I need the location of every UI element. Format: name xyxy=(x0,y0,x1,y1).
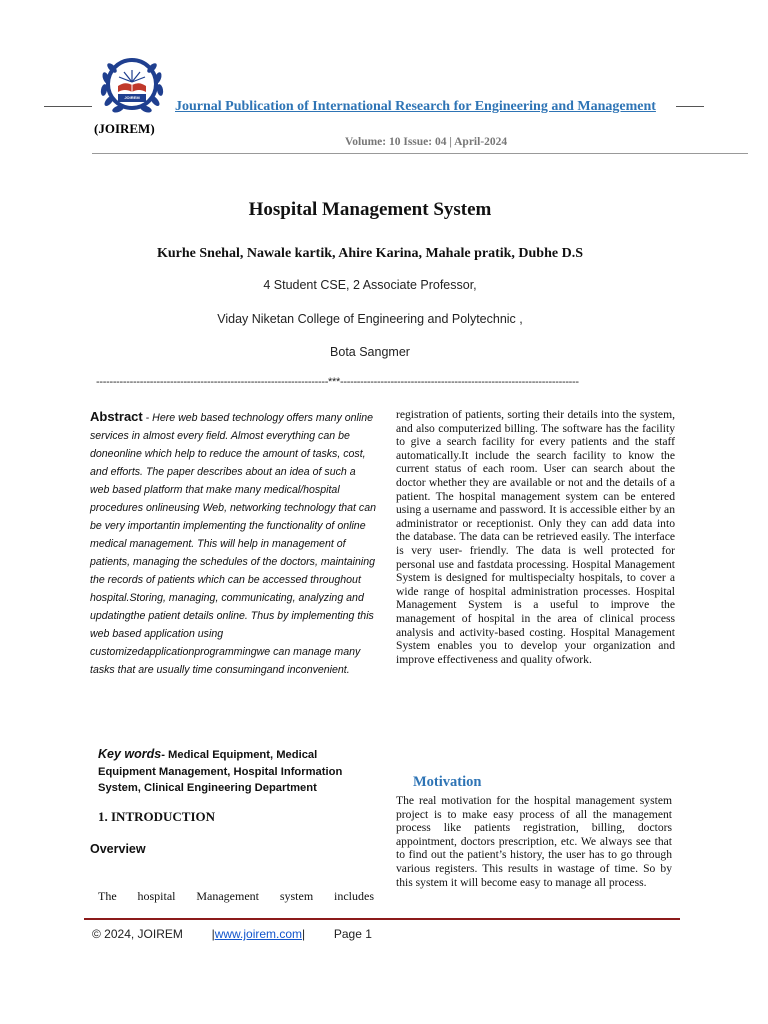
abstract-text: Here web based technology offers many online services in almost every field. Almost everything can be doneonline which help to reduce the amount of tasks, cost, and efforts. The paper describes about an idea of such a web based platform that make many medical/hospital procedures onlineusing Web, networking technology that can be very importantin implementing the functionality of online medical management. This will help in management of patients, managing the schedules of the doctors, maintaining the records of patients which can be accessed throughout hospital.Storing, managing, communicating, analyzing and updatingthe patient details online. Thus by implementing this web based application using customizedapplicationprogrammingwe can manage many tasks that are usually time consumingand inconvenient. xyxy=(90,412,377,676)
journal-abbreviation: (JOIREM) xyxy=(94,121,155,136)
logo-emblem-icon xyxy=(96,48,168,120)
footer-copyright: © 2024, JOIREM xyxy=(92,927,183,941)
journal-logo xyxy=(96,48,168,120)
authors: Kurhe Snehal, Nawale kartik, Ahire Karina, Mahale pratik, Dubhe D.S xyxy=(156,246,583,261)
journal-title[interactable]: Journal Publication of International Research for Engineering and Management xyxy=(175,99,656,114)
abstract-heading: Abstract xyxy=(90,409,143,424)
header-rule-left xyxy=(44,106,92,107)
column2-text: registration of patients, sorting their details into the system, and also computerized billing. The software has the facility to give a search facility for every patients and the staff automatically.It include the search facility to know the current status of each room. User can search about the doctor whether they are available or not and the details of a patient. The hospital management system can be entered using a username and password. It is accessible either by an administrator or receptionist. Only they can add data into the database. The data can be retrieved easily. The interface is very user- friendly. The data is well protected for personal use and fastdata processing. Hospital Management System is designed for multispecialty hospitals, to cover a wide range of hospital administration processes. Hospital Management System is a useful to improve the management of hospital in the area of clinical process analysis and activity-based costing. Hospital Management System enables you to develop your organization and improve effectiveness and quality ofwork. xyxy=(396,408,675,666)
footer-bar-right: | xyxy=(302,927,306,941)
abstract-block xyxy=(90,408,376,679)
footer-website-link[interactable]: www.joirem.com xyxy=(214,927,303,941)
affiliation-line-2: Viday Niketan College of Engineering and Polytechnic , xyxy=(217,312,523,326)
footer-rule xyxy=(84,918,680,920)
keywords-block xyxy=(98,746,378,797)
footer-page-number: Page 1 xyxy=(333,927,372,941)
footer-bar-left: | xyxy=(211,927,215,941)
overview-heading: Overview xyxy=(90,842,146,856)
motivation-text: The real motivation for the hospital management system project is to make easy process of all the management process like patients registration, billing, doctors appointment, doctors prescription, etc. We always see that to find out the patient’s history, the user has to go through various registers. This results in wastage of time. So by this system it will become easy to manage all process. xyxy=(396,794,672,889)
keywords-text: - Medical Equipment, Medical Equipment Management, Hospital Information System, Clinical Engineering Department xyxy=(98,749,343,794)
motivation-heading: Motivation xyxy=(413,774,482,790)
section-separator: ---------------------------------------------------------------------***----------------------------------------------------------------------- xyxy=(96,376,579,388)
abstract-dash: - xyxy=(142,412,153,424)
keywords-heading: Key words xyxy=(98,747,162,761)
introduction-text: The hospital Management system includes xyxy=(98,889,374,903)
introduction-heading: 1. INTRODUCTION xyxy=(98,809,216,824)
header-divider xyxy=(92,153,748,154)
paper-title: Hospital Management System xyxy=(248,199,492,220)
header-rule-right xyxy=(676,106,704,107)
affiliation-line-3: Bota Sangmer xyxy=(330,345,410,359)
volume-issue: Volume: 10 Issue: 04 | April-2024 xyxy=(345,136,508,148)
footer xyxy=(92,927,372,941)
affiliation-line-1: 4 Student CSE, 2 Associate Professor, xyxy=(263,278,477,292)
logo-text: JOIREM xyxy=(124,95,140,100)
